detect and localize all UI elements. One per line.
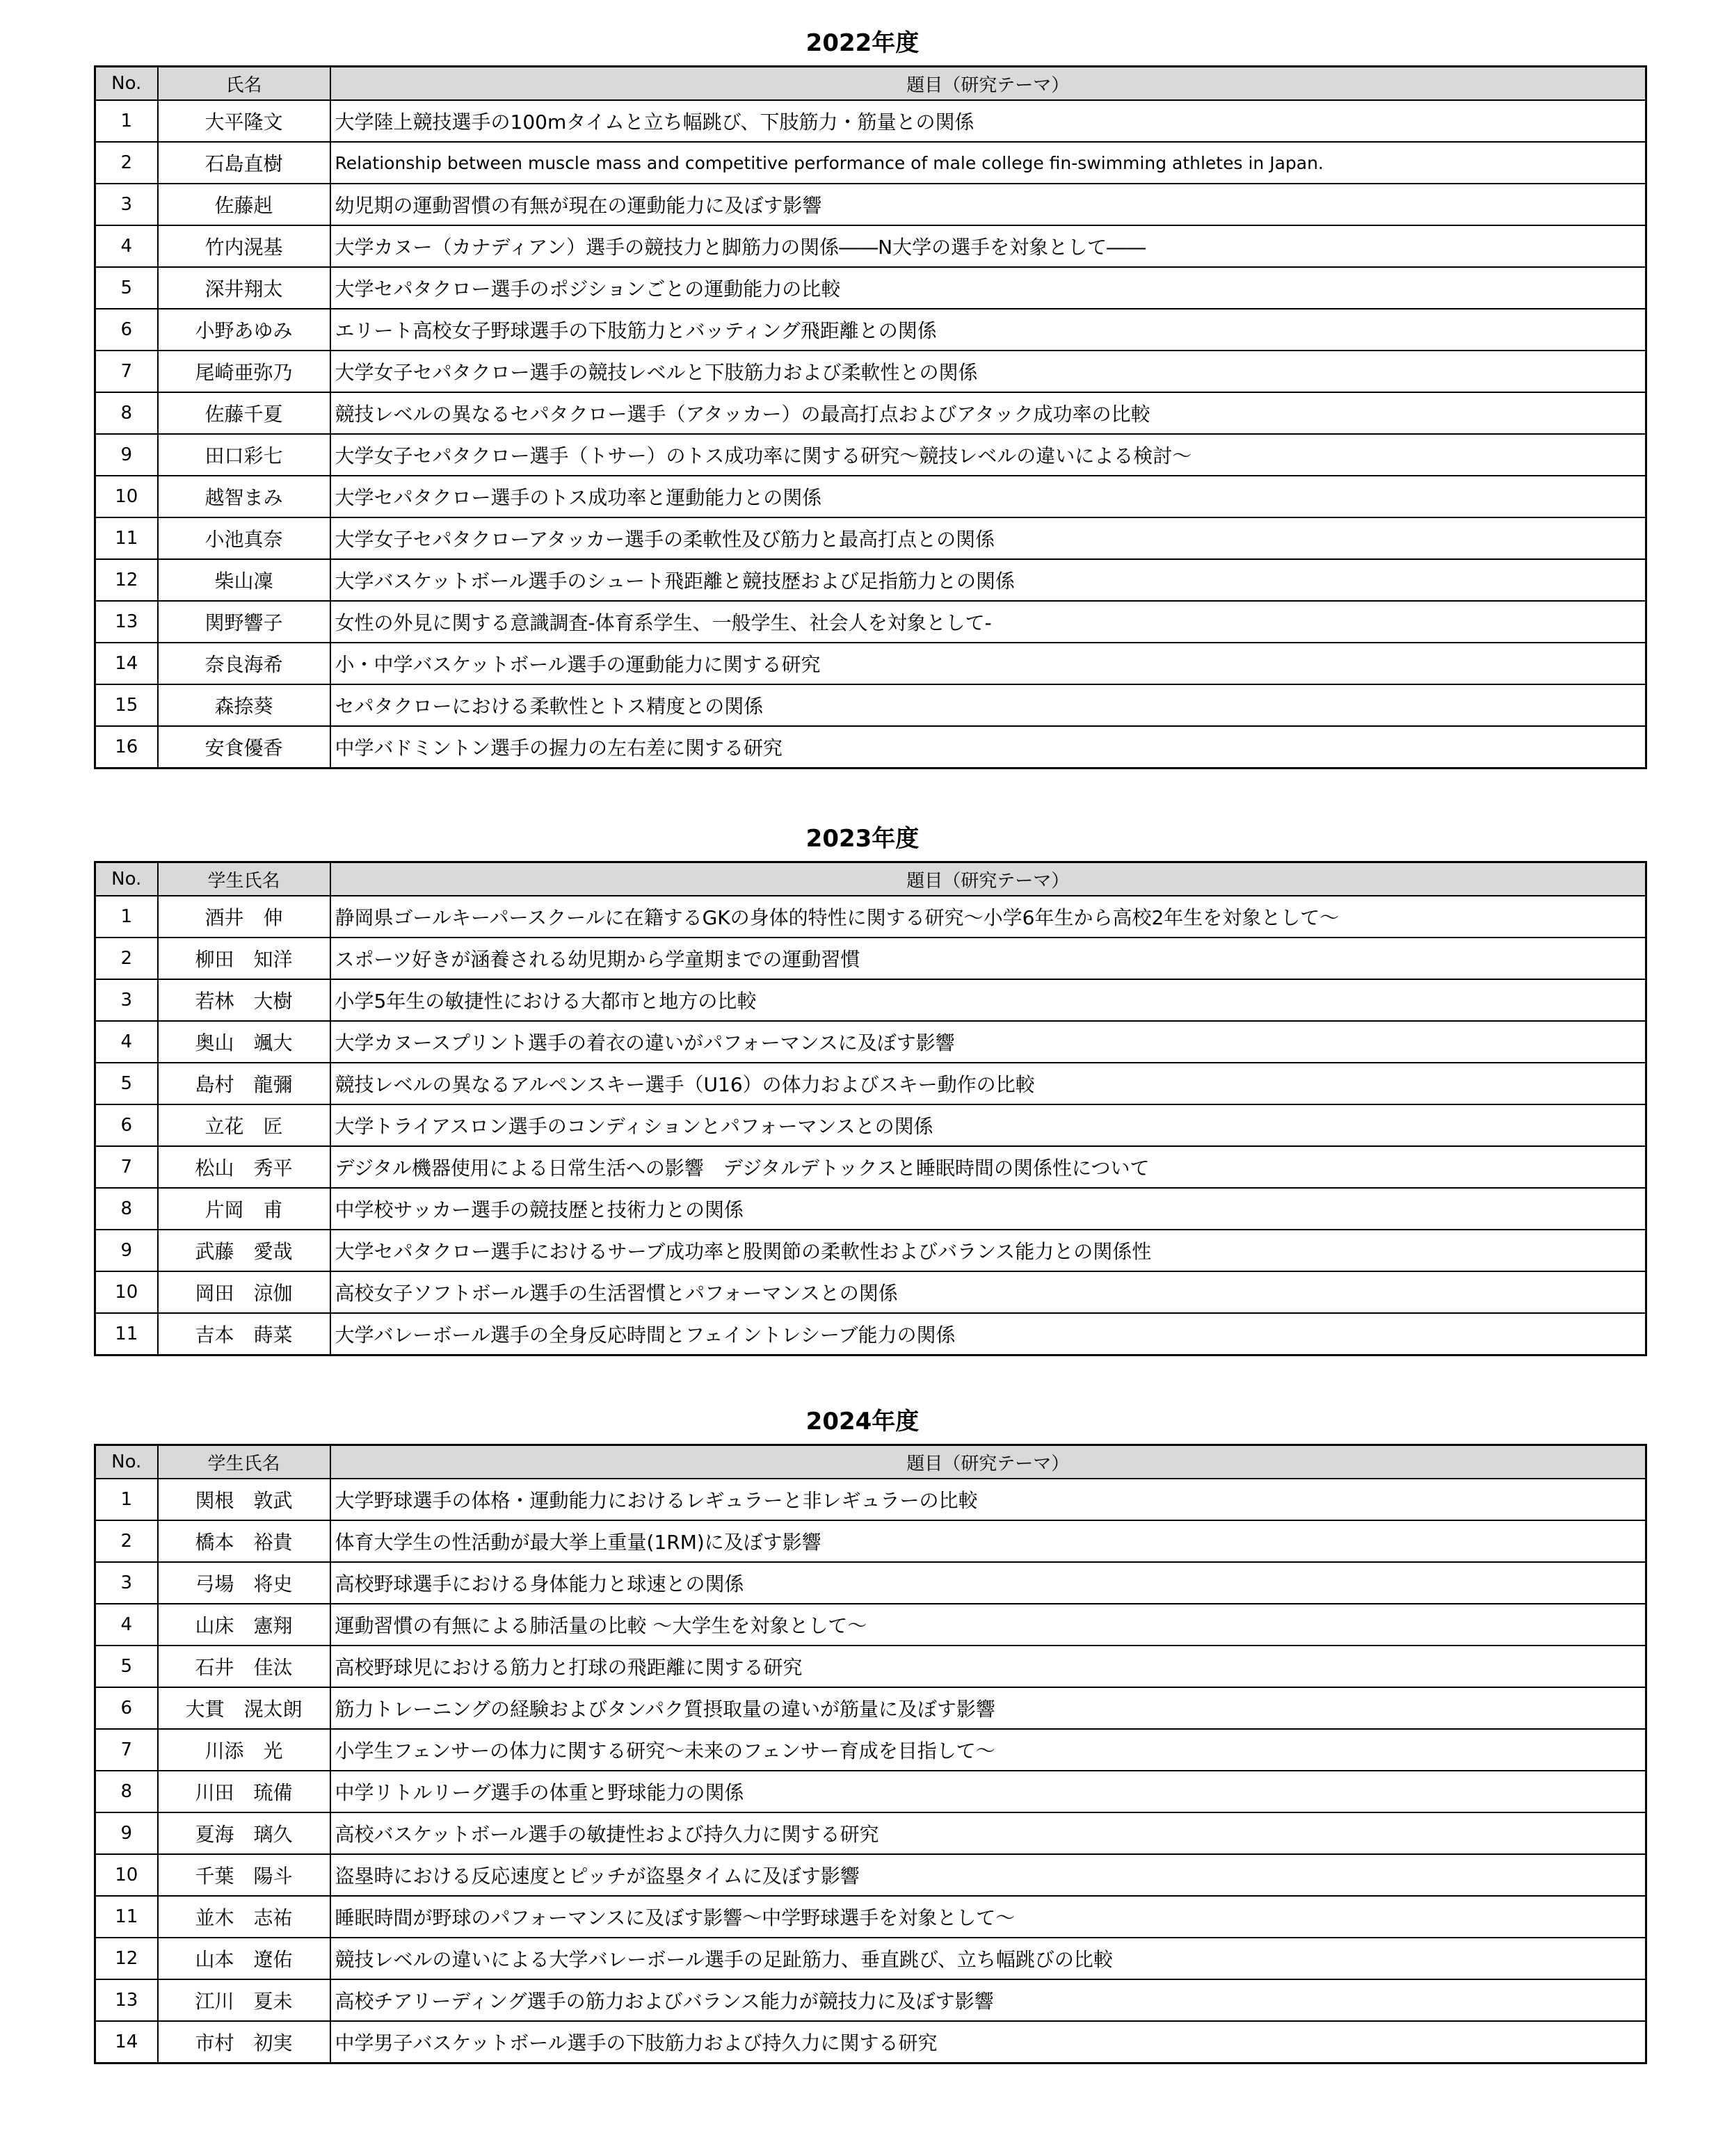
thesis-title: 中学バドミントン選手の握力の左右差に関する研究 [330,726,1646,769]
student-name: 岡田 涼伽 [158,1271,330,1313]
section-title: 2023年度 [805,825,920,853]
row-number: 4 [95,1604,158,1646]
table-row [95,309,1646,351]
table-row [95,1562,1646,1604]
student-name: 山床 憲翔 [158,1604,330,1646]
table-row [95,726,1646,769]
student-name: 田口彩七 [158,434,330,476]
student-name: 若林 大樹 [158,979,330,1021]
header-name: 学生氏名 [158,862,330,896]
thesis-title: 大学バレーボール選手の全身反応時間とフェイントレシーブ能力の関係 [330,1313,1646,1355]
student-name: 酒井 伸 [158,896,330,938]
table-row [95,1520,1646,1562]
table-row [95,267,1646,309]
row-number: 11 [95,517,158,559]
theses-table [94,1444,1647,2064]
table-row [95,684,1646,726]
student-name: 川田 琉備 [158,1771,330,1812]
theses-table [94,861,1647,1356]
student-name: 竹内滉基 [158,225,330,267]
thesis-title: 女性の外見に関する意識調査-体育系学生、一般学生、社会人を対象として- [330,601,1646,643]
table-row [95,1188,1646,1230]
thesis-title: 大学セパタクロー選手におけるサーブ成功率と股関節の柔軟性およびバランス能力との関係性 [330,1230,1646,1271]
student-name: 関野響子 [158,601,330,643]
student-name: 武藤 愛哉 [158,1230,330,1271]
thesis-title: デジタル機器使用による日常生活への影響 デジタルデトックスと睡眠時間の関係性について [330,1146,1646,1188]
row-number: 3 [95,979,158,1021]
row-number: 9 [95,1230,158,1271]
thesis-title: 大学女子セパタクロー選手（トサー）のトス成功率に関する研究～競技レベルの違いによる検討～ [330,434,1646,476]
table-row [95,559,1646,601]
row-number: 14 [95,643,158,684]
student-name: 松山 秀平 [158,1146,330,1188]
table-row [95,1812,1646,1854]
row-number: 2 [95,142,158,184]
table-row [95,2021,1646,2064]
table-row [95,896,1646,938]
thesis-title: 小・中学バスケットボール選手の運動能力に関する研究 [330,643,1646,684]
row-number: 15 [95,684,158,726]
row-number: 13 [95,1979,158,2021]
row-number: 7 [95,1146,158,1188]
thesis-title: 大学野球選手の体格・運動能力におけるレギュラーと非レギュラーの比較 [330,1479,1646,1520]
table-row [95,1729,1646,1771]
student-name: 江川 夏未 [158,1979,330,2021]
table-row [95,1230,1646,1271]
thesis-title: 高校女子ソフトボール選手の生活習慣とパフォーマンスとの関係 [330,1271,1646,1313]
row-number: 8 [95,1771,158,1812]
thesis-title: 大学カヌースプリント選手の着衣の違いがパフォーマンスに及ぼす影響 [330,1021,1646,1063]
student-name: 大貫 滉太朗 [158,1687,330,1729]
row-number: 10 [95,1271,158,1313]
thesis-title: 大学女子セパタクローアタッカー選手の柔軟性及び筋力と最高打点との関係 [330,517,1646,559]
table-row [95,979,1646,1021]
row-number: 6 [95,309,158,351]
row-number: 6 [95,1104,158,1146]
row-number: 1 [95,896,158,938]
student-name: 森捺葵 [158,684,330,726]
table-row [95,643,1646,684]
table-row [95,1646,1646,1687]
row-number: 4 [95,1021,158,1063]
row-number: 5 [95,267,158,309]
thesis-title: 大学トライアスロン選手のコンディションとパフォーマンスとの関係 [330,1104,1646,1146]
row-number: 1 [95,1479,158,1520]
table-row [95,1021,1646,1063]
row-number: 4 [95,225,158,267]
student-name: 小野あゆみ [158,309,330,351]
table-row [95,517,1646,559]
student-name: 関根 敦武 [158,1479,330,1520]
thesis-title: Relationship between muscle mass and competitive performance of male college fin-swimming athletes in Japan. [330,142,1646,184]
thesis-title: 競技レベルの異なるアルペンスキー選手（U16）の体力およびスキー動作の比較 [330,1063,1646,1104]
thesis-title: 中学男子バスケットボール選手の下肢筋力および持久力に関する研究 [330,2021,1646,2064]
thesis-title: 大学バスケットボール選手のシュート飛距離と競技歴および足指筋力との関係 [330,559,1646,601]
table-row [95,392,1646,434]
section-title: 2022年度 [805,29,920,57]
thesis-title: 中学校サッカー選手の競技歴と技術力との関係 [330,1188,1646,1230]
row-number: 12 [95,559,158,601]
thesis-title: 小学生フェンサーの体力に関する研究～未来のフェンサー育成を目指して～ [330,1729,1646,1771]
student-name: 並木 志祐 [158,1896,330,1938]
header-no: No. [95,862,158,896]
student-name: 島村 龍彌 [158,1063,330,1104]
student-name: 吉本 蒔菜 [158,1313,330,1355]
student-name: 夏海 璃久 [158,1812,330,1854]
thesis-title: スポーツ好きが涵養される幼児期から学童期までの運動習慣 [330,938,1646,979]
student-name: 越智まみ [158,476,330,517]
theses-table [94,65,1647,769]
section-title: 2024年度 [805,1408,920,1435]
table-row [95,142,1646,184]
student-name: 深井翔太 [158,267,330,309]
student-name: 山本 遼佑 [158,1938,330,1979]
student-name: 佐藤赳 [158,184,330,225]
row-number: 12 [95,1938,158,1979]
thesis-title: 体育大学生の性活動が最大挙上重量(1RM)に及ぼす影響 [330,1520,1646,1562]
header-no: No. [95,67,158,101]
student-name: 石井 佳汰 [158,1646,330,1687]
row-number: 8 [95,392,158,434]
table-row [95,1896,1646,1938]
header-row [95,1445,1646,1479]
student-name: 大平隆文 [158,100,330,142]
table-row [95,1146,1646,1188]
row-number: 10 [95,1854,158,1896]
table-row [95,100,1646,142]
row-number: 3 [95,1562,158,1604]
table-row [95,1104,1646,1146]
table-row [95,1479,1646,1520]
thesis-title: 静岡県ゴールキーパースクールに在籍するGKの身体的特性に関する研究～小学6年生から高校2年生を対象として～ [330,896,1646,938]
student-name: 立花 匠 [158,1104,330,1146]
table-row [95,1854,1646,1896]
row-number: 7 [95,1729,158,1771]
student-name: 千葉 陽斗 [158,1854,330,1896]
table-row [95,225,1646,267]
thesis-title: 大学女子セパタクロー選手の競技レベルと下肢筋力および柔軟性との関係 [330,351,1646,392]
student-name: 柳田 知洋 [158,938,330,979]
row-number: 11 [95,1313,158,1355]
table-row [95,1604,1646,1646]
header-theme: 題目（研究テーマ） [330,67,1646,101]
table-row [95,1271,1646,1313]
thesis-title: 高校チアリーディング選手の筋力およびバランス能力が競技力に及ぼす影響 [330,1979,1646,2021]
header-name: 学生氏名 [158,1445,330,1479]
row-number: 3 [95,184,158,225]
table-row [95,601,1646,643]
row-number: 8 [95,1188,158,1230]
student-name: 橋本 裕貴 [158,1520,330,1562]
thesis-title: 大学セパタクロー選手のポジションごとの運動能力の比較 [330,267,1646,309]
student-name: 佐藤千夏 [158,392,330,434]
thesis-title: 高校野球児における筋力と打球の飛距離に関する研究 [330,1646,1646,1687]
thesis-title: セパタクローにおける柔軟性とトス精度との関係 [330,684,1646,726]
header-theme: 題目（研究テーマ） [330,862,1646,896]
thesis-title: 競技レベルの違いによる大学バレーボール選手の足趾筋力、垂直跳び、立ち幅跳びの比較 [330,1938,1646,1979]
table-row [95,1313,1646,1355]
table-row [95,1938,1646,1979]
row-number: 7 [95,351,158,392]
thesis-title: 中学リトルリーグ選手の体重と野球能力の関係 [330,1771,1646,1812]
thesis-title: 大学セパタクロー選手のトス成功率と運動能力との関係 [330,476,1646,517]
thesis-title: 大学陸上競技選手の100mタイムと立ち幅跳び、下肢筋力・筋量との関係 [330,100,1646,142]
table-row [95,1687,1646,1729]
thesis-title: 小学5年生の敏捷性における大都市と地方の比較 [330,979,1646,1021]
row-number: 1 [95,100,158,142]
table-row [95,351,1646,392]
student-name: 石島直樹 [158,142,330,184]
row-number: 5 [95,1063,158,1104]
thesis-title: 高校野球選手における身体能力と球速との関係 [330,1562,1646,1604]
row-number: 11 [95,1896,158,1938]
student-name: 安食優香 [158,726,330,769]
table-row [95,938,1646,979]
row-number: 16 [95,726,158,769]
student-name: 奈良海希 [158,643,330,684]
student-name: 柴山凜 [158,559,330,601]
table-row [95,1771,1646,1812]
row-number: 2 [95,938,158,979]
table-row [95,1979,1646,2021]
thesis-title: エリート高校女子野球選手の下肢筋力とバッティング飛距離との関係 [330,309,1646,351]
student-name: 奥山 颯大 [158,1021,330,1063]
row-number: 14 [95,2021,158,2064]
student-name: 弓場 将史 [158,1562,330,1604]
student-name: 尾崎亜弥乃 [158,351,330,392]
header-row [95,67,1646,101]
row-number: 6 [95,1687,158,1729]
row-number: 10 [95,476,158,517]
row-number: 9 [95,1812,158,1854]
table-row [95,476,1646,517]
table-row [95,1063,1646,1104]
row-number: 13 [95,601,158,643]
student-name: 市村 初実 [158,2021,330,2064]
student-name: 小池真奈 [158,517,330,559]
table-row [95,434,1646,476]
header-no: No. [95,1445,158,1479]
header-theme: 題目（研究テーマ） [330,1445,1646,1479]
thesis-title: 幼児期の運動習慣の有無が現在の運動能力に及ぼす影響 [330,184,1646,225]
student-name: 川添 光 [158,1729,330,1771]
thesis-title: 盗塁時における反応速度とピッチが盗塁タイムに及ぼす影響 [330,1854,1646,1896]
thesis-title: 運動習慣の有無による肺活量の比較 ～大学生を対象として～ [330,1604,1646,1646]
thesis-title: 高校バスケットボール選手の敏捷性および持久力に関する研究 [330,1812,1646,1854]
student-name: 片岡 甫 [158,1188,330,1230]
thesis-title: 大学カヌー（カナディアン）選手の競技力と脚筋力の関係――N大学の選手を対象として―― [330,225,1646,267]
row-number: 2 [95,1520,158,1562]
row-number: 5 [95,1646,158,1687]
row-number: 9 [95,434,158,476]
header-row [95,862,1646,896]
thesis-title: 筋力トレーニングの経験およびタンパク質摂取量の違いが筋量に及ぼす影響 [330,1687,1646,1729]
thesis-title: 睡眠時間が野球のパフォーマンスに及ぼす影響～中学野球選手を対象として～ [330,1896,1646,1938]
thesis-title: 競技レベルの異なるセパタクロー選手（アタッカー）の最高打点およびアタック成功率の比較 [330,392,1646,434]
table-row [95,184,1646,225]
header-name: 氏名 [158,67,330,101]
